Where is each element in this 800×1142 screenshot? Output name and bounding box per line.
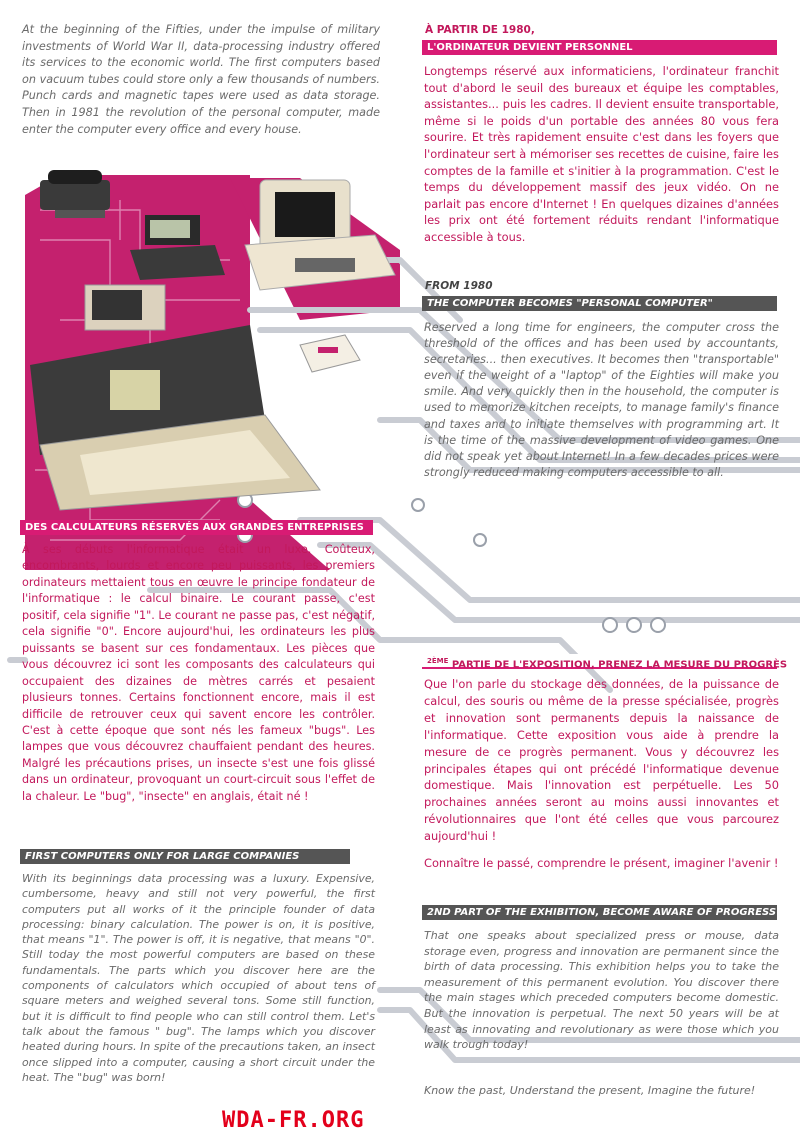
site-footer: WDA-FR.ORG [222, 1108, 365, 1133]
fr-part2-heading-sup: 2ÈME [427, 657, 449, 665]
fr-part2-closing: Connaître le passé, comprendre le présent, imaginer l'avenir ! [424, 856, 779, 870]
zx-computer-photo [300, 335, 360, 372]
en-calc-body: With its beginnings data processing was a luxury. Expensive, cumbersome, heavy and still not very powerful, the first computers put all works of it the principle founder of data processing: binary calculation. The power is on, it is positive, that means "1". The power is off, it is negative, that means "0". Still today the most powerful computers are based on these fundamentals. The parts which you discover here are the components of calculators which occupied of about tens of square meters and weighed several tons. Some still function, but it is difficult to find people who can still control them. Let's talk about the famous " bug". The lamps which you discover heated during hours. In spite of the precautions taken, an insect once slipped into a computer, causing a short circuit under the heat. The "bug" was born! [22, 872, 375, 1084]
en-part2-body: That one speaks about specialized press or mouse, data storage even, progress and innovation are permanent since the birth of data processing. This exhibition helps you to take the measurement of this permanent evolution. You discover there the main stages which preceded computers become domestic. But the innovation is perpetual. The next 50 years will be at least as innovating and revolutionary as were those which you walk trough today! [424, 929, 779, 1052]
fr-part2-body: Que l'on parle du stockage des données, de la puissance de calcul, des souris ou même de la presse spécialisée, progrès et innovation sont permanents depuis la naissance de l'informatique. Cette exposition vous aide à prendre la mesure de ce progrès permanent. Vous y découvrez les principales étapes qui ont précédé l'informatique devenue domestique. Mais l'innovation est perpétuelle. Les 50 prochaines années seront au moins aussi innovantes et révolutionnaires que l'ont été celles que vous parcourez aujourd'hui ! [424, 677, 779, 844]
pet-computer-photo [245, 180, 395, 290]
en-part2-heading: 2ND PART OF THE EXHIBITION, BECOME AWARE OF PROGRESS [422, 905, 777, 920]
laptop-photo [85, 285, 165, 330]
fr-part2-heading [422, 654, 788, 671]
fr-1980-heading-top: À PARTIR DE 1980, [425, 24, 535, 36]
en-calc-heading: FIRST COMPUTERS ONLY FOR LARGE COMPANIES [20, 849, 350, 864]
fr-part2-heading-text: PARTIE DE L'EXPOSITION, PRENEZ LA MESURE DU PROGRÈS [448, 659, 788, 671]
fr-calc-heading: DES CALCULATEURS RÉSERVÉS AUX GRANDES ENTREPRISES [20, 520, 373, 535]
fr-1980-heading-bar: L'ORDINATEUR DEVIENT PERSONNEL [422, 40, 777, 55]
fr-1980-body: Longtemps réservé aux informaticiens, l'ordinateur franchit tout d'abord le seuil des bureaux et équipe les comptables, assistantes... puis les cadres. Il devient ensuite transportable, même si le poids d'un portable des années 80 vous fera sourire. Et très rapidement ensuite c'est dans les foyers que l'ordinateur sert à mémoriser ses recettes de cuisine, faire les comptes de la famille et s'initier à la programmation. C'est le temps du développement massif des jeux vidéo. On ne parlait pas encore d'Internet ! En quelques dizaines d'années les prix ont été fortement réduits rendant l'informatique accessible à tous. [424, 64, 779, 244]
fr-calc-body: À ses débuts l'informatique était un luxe. Coûteux, encombrants, lourds et encore peu puissants, les premiers ordinateurs mettaient tous en œuvre le principe fondateur de l'informatique : le calcul binaire. Le courant passe, c'est positif, cela signifie "1". Le courant ne passe pas, c'est négatif, cela signifie "0". Encore aujourd'hui, les ordinateurs les plus puissants se basent sur ces fondamentaux. Les pièces que vous découvrez ici sont les composants des calculateurs qui occupaient des dizaines de mètres carrés et pesaient plusieurs tonnes. Certains fonctionnent encore, mais il est difficile de retrouver ceux qui savent encore les contrôler. C'est à cette époque que sont nés les fameux "bugs". Les lampes que vous découvrez chauffaient pendant des heures. Malgré les précautions prises, un insecte s'est une fois glissé dans un ordinateur, provoquant un court-circuit sous l'effet de la chaleur. Le "bug", "insecte" en anglais, était né ! [22, 543, 375, 803]
intro-text: At the beginning of the Fifties, under the impulse of military investments of World War II, data-processing industry offered its services to the economic world. The first computers based on vacuum tubes could store only a few thousands of numbers. Punch cards and magnetic tapes were used as data storage. Then in 1981 the revolution of the personal computer, made enter the computer every office and every house. [22, 23, 380, 136]
en-1980-body: Reserved a long time for engineers, the computer cross the threshold of the offices and has been used by accountants, secretaries... then executives. It becomes then "transportable" even if the weight of a "laptop" of the Eighties will make you smile. And very quickly then in the household, the computer is used to memorize kitchen receipts, to manage family's finance and taxes and to initiate themselves with programming art. It is the time of the massive development of video games. One did not speak yet about Internet! In a few decades prices were strongly reduced making computers accessible to all. [424, 321, 779, 479]
en-1980-heading-bar: THE COMPUTER BECOMES "PERSONAL COMPUTER" [422, 296, 777, 311]
en-part2-closing: Know the past, Understand the present, Imagine the future! [424, 1084, 756, 1097]
en-1980-heading-top: FROM 1980 [425, 280, 493, 292]
